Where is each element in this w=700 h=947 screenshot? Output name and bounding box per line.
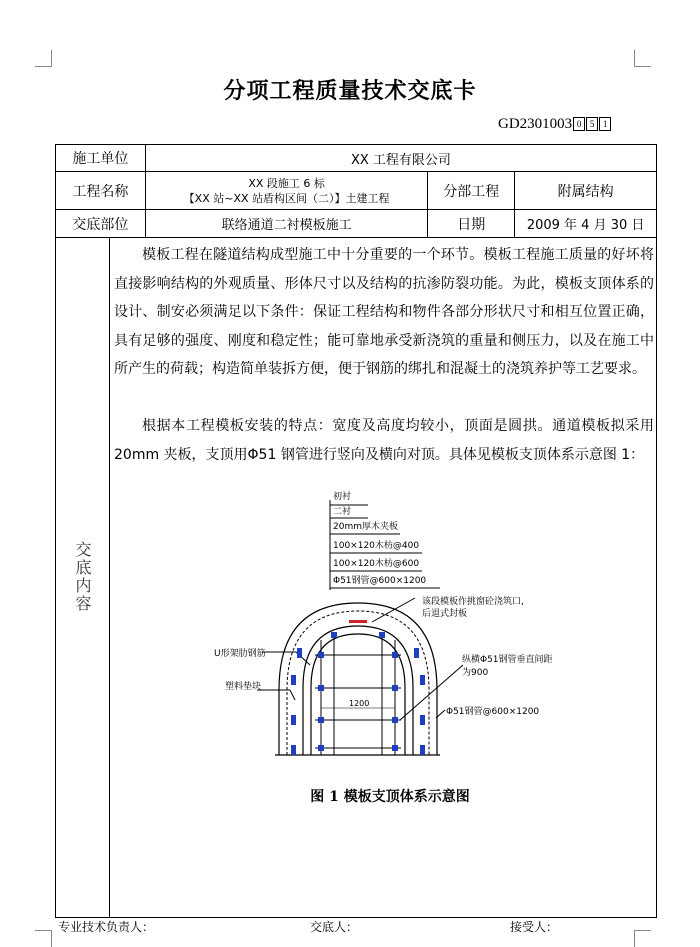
label-steel-pipe-top: Φ51钢管@600×1200: [333, 576, 427, 586]
footer-tech-lead: 专业技术负责人：: [58, 920, 155, 934]
footer-discloser: 交底人：: [310, 920, 359, 934]
label-pipe-spacing-2: 为900: [462, 668, 489, 678]
figure-caption: 图 1 模板支顶体系示意图: [310, 789, 470, 805]
content-label-text: 交底内容: [73, 541, 92, 613]
location-label: 交底部位: [56, 210, 146, 238]
date-value: 2009 年 4 月 30 日: [515, 210, 657, 238]
project-label: 工程名称: [56, 172, 146, 210]
unit-label: 施工单位: [56, 145, 146, 172]
crop-mark-bottom-right: [634, 930, 651, 947]
location-value: 联络通道二衬模板施工: [145, 210, 428, 238]
label-pour-opening-2: 后退式封板: [422, 609, 468, 619]
document-title: 分项工程质量技术交底卡: [223, 78, 477, 104]
label-pipe-spacing-1: 纵横Φ51钢管垂直间距: [462, 655, 553, 665]
code-box-3: 1: [599, 117, 611, 131]
content-label: [56, 237, 110, 917]
content-section: [55, 237, 657, 918]
project-line-2: 【XX 站~XX 站盾构区间（二）】土建工程: [183, 191, 390, 205]
crop-mark-top-right: [634, 50, 651, 67]
project-line-1: XX 段施工 6 标: [248, 176, 325, 190]
project-value: [145, 172, 428, 210]
label-u-rebar: U形架肋钢筋: [214, 649, 266, 659]
code-box-2: 5: [586, 117, 598, 131]
label-dimension-1200: 1200: [349, 699, 370, 708]
info-table: [55, 144, 657, 238]
crop-mark-top-left: [35, 50, 52, 67]
label-secondary-lining: 二衬: [333, 507, 352, 517]
code-prefix: GD2301003: [498, 116, 573, 132]
part-value: 附属结构: [515, 172, 657, 210]
label-initial-lining: 初衬: [333, 492, 352, 502]
paragraph-2: 根据本工程模板安装的特点：宽度及高度均较小，顶面是圆拱。通道模板拟采用 20mm 夹板，支顶用Φ51 钢管进行竖向及横向对顶。具体见模板支顶体系示意图 1：: [114, 418, 654, 463]
label-plywood: 20mm厚木夹板: [333, 522, 398, 532]
label-timber-400: 100×120木枋@400: [333, 541, 420, 551]
part-label: 分部工程: [428, 172, 515, 210]
footer-receiver: 接受人：: [510, 920, 559, 934]
label-pour-opening-1: 该段模板作挑窗砼浇筑口,: [422, 597, 524, 607]
code-box-1: 0: [573, 117, 585, 131]
label-timber-600: 100×120木枋@600: [333, 559, 420, 569]
crop-mark-bottom-left: [35, 930, 52, 947]
document-code: [498, 116, 611, 133]
unit-value: XX 工程有限公司: [145, 145, 656, 172]
label-plastic-spacer: 塑料垫块: [225, 682, 262, 692]
label-steel-pipe-side: Φ51钢管@600×1200: [446, 707, 540, 717]
date-label: 日期: [428, 210, 515, 238]
paragraph-1: 模板工程在隧道结构成型施工中十分重要的一个环节。模板工程施工质量的好坏将直接影响结构的外观质量、形体尺寸以及结构的抗渗防裂功能。为此，模板支顶体系的设计、制安必须满足以下条件：保证工程结构和物件各部分形状尺寸和相互位置正确，具有足够的强度、刚度和稳定性；能可靠地承受新浇筑的重量和侧压力，以及在施工中所产生的荷载；构造简单装拆方便，便于钢筋的绑扎和混凝土的浇筑养护等工艺要求。: [114, 247, 654, 377]
